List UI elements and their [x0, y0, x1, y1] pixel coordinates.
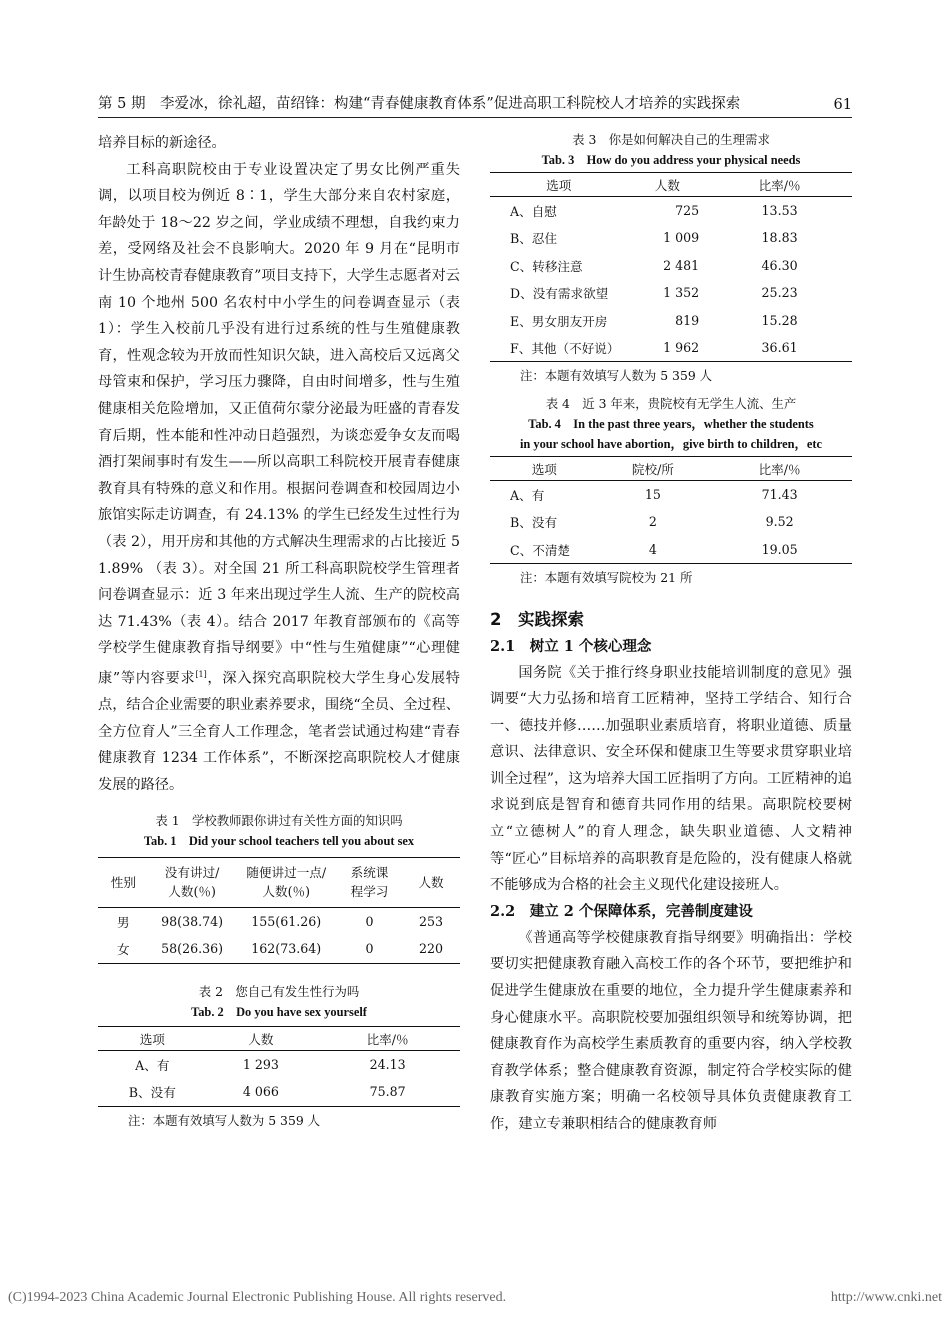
table-cell: 58(26.36): [161, 941, 224, 957]
table-cell: 18.83: [761, 230, 798, 246]
table-cell: 4: [648, 541, 657, 557]
right-column: [490, 130, 852, 1138]
table-cell: 1 293: [242, 1056, 279, 1072]
table-3-caption-cn: 表 3 你是如何解决自己的生理需求: [572, 132, 770, 147]
paragraph-guarantee-system: 《普通高等学校健康教育指导纲要》明确指出：学校要切实把健康教育融入高校工作的各个环节，要把维护和促进学生健康放在重要的地位，全力提升学生健康素养和身心健康水平。高职院校要加强组织领导和统筹协调，把健康教育作为高校学生素质教育的重要内容，纳入学校教育教学体系；整合健康教育资源，制定符合学校实际的健康教育实施方案；明确一名校领导具体负责健康教育工作，建立专兼职相结合的健康教育师: [490, 929, 852, 1132]
table-cell: 155(61.26): [251, 913, 322, 929]
table-row: [98, 1078, 460, 1106]
left-column: [98, 130, 460, 1131]
table-cell: A、有: [510, 488, 545, 503]
table-row: [490, 197, 852, 225]
table-cell: 1 009: [663, 230, 700, 246]
table-cell: 220: [419, 941, 444, 957]
table-2-note: 注：本题有效填写人数为 5 359 人: [128, 1112, 321, 1128]
table-cell: C、转移注意: [510, 258, 583, 274]
table-cell: 24.13: [369, 1056, 406, 1072]
table-cell: C、不清楚: [510, 542, 571, 558]
table-row: [490, 252, 852, 280]
table-header-row: [98, 857, 460, 907]
col-header: 人数: [654, 178, 680, 193]
table-row: [98, 907, 460, 935]
table-4: [490, 394, 852, 588]
table-cell: 女: [117, 942, 130, 958]
table-cell: B、没有: [128, 1085, 176, 1101]
table-3-grid: [490, 172, 852, 362]
table-row: [490, 279, 852, 307]
table-2-caption-en: Tab. 2 Do you have sex yourself: [191, 1004, 367, 1019]
header-title: 第 5 期 李爱冰，徐礼超，苗绍锋：构建“青春健康教育体系”促进高职工科院校人才培养的实践探索: [98, 96, 741, 112]
table-row: [490, 481, 852, 509]
table-cell: D、没有需求欲望: [510, 286, 609, 302]
table-cell: A、自慰: [510, 204, 557, 219]
table-row: [490, 334, 852, 362]
table-header-row: [490, 173, 852, 197]
subsection-heading: 2.2 建立 2 个保障体系，完善制度建设: [490, 902, 753, 920]
table-header-row: [98, 1026, 460, 1050]
table-cell: 1 352: [663, 285, 700, 301]
table-cell: 725: [675, 203, 700, 218]
table-cell: 2 481: [663, 257, 700, 273]
table-cell: 15: [644, 487, 661, 502]
table-3-caption-en: Tab. 3 How do you address your physical needs: [541, 153, 801, 167]
col-header: 没有讲过/ 人数(％): [164, 865, 220, 900]
table-1: [98, 811, 460, 964]
table-cell: 819: [675, 312, 700, 328]
table-cell: 75.87: [369, 1084, 406, 1100]
citation-1: [1]: [195, 669, 207, 679]
table-4-note: 注：本题有效填写院校为 21 所: [520, 569, 693, 585]
col-header: 系统课 程学习: [350, 865, 389, 900]
table-4-caption-en: Tab. 4 In the past three years，whether the students: [528, 417, 814, 431]
table-cell: 36.61: [761, 340, 798, 355]
table-row: [490, 224, 852, 252]
col-header: 比率/％: [758, 178, 801, 193]
table-row: [490, 536, 852, 564]
section-heading: 2 实践探索: [490, 609, 584, 629]
col-header: 院校/所: [631, 462, 674, 477]
table-cell: 25.23: [761, 285, 798, 301]
copyright-text: (C)1994-2023 China Academic Journal Electronic Publishing House. All rights reserved.: [8, 1290, 507, 1305]
paragraph-background: [98, 157, 460, 799]
col-header: 人数: [418, 874, 444, 890]
table-cell: 13.53: [761, 203, 798, 218]
col-header: 选项: [531, 462, 557, 477]
table-cell: F、其他（不好说）: [510, 341, 620, 356]
table-cell: 男: [117, 914, 130, 930]
table-cell: 253: [419, 913, 444, 929]
table-2-grid: [98, 1026, 460, 1107]
table-cell: E、男女朋友开房: [510, 313, 608, 329]
table-row: [98, 1050, 460, 1078]
subsection-heading: 2.1 树立 1 个核心理念: [490, 637, 652, 655]
col-header: 选项: [546, 178, 572, 193]
col-header: 随便讲过一点/ 人数(％): [246, 865, 327, 900]
table-cell: 162(73.64): [251, 941, 322, 957]
table-4-caption-en-2: in your school have abortion，give birth to children，etc: [519, 437, 823, 451]
table-2: [98, 982, 460, 1131]
table-cell: 19.05: [761, 541, 798, 557]
col-header: 性别: [110, 874, 136, 890]
cnki-link[interactable]: http://www.cnki.net: [830, 1290, 942, 1305]
table-cell: B、忍住: [510, 231, 558, 247]
table-row: [490, 307, 852, 335]
table-cell: B、没有: [510, 515, 558, 531]
col-header: 比率/％: [366, 1031, 409, 1047]
table-cell: 71.43: [761, 487, 798, 502]
col-header: 比率/％: [758, 462, 801, 477]
table-3-note: 注：本题有效填写人数为 5 359 人: [520, 368, 713, 383]
paragraph-background-text-2: ，深入探究高职院校大学生身心发展特点，结合企业需要的职业素养要求，围绕“全员、全过程、全方位育人”三全育人工作理念，笔者尝试通过构建“青春健康教育 1234 工作体系”，不断深挖高职院校人才健康发展的路径。: [98, 670, 460, 793]
table-4-grid: [490, 456, 852, 564]
table-cell: 46.30: [761, 257, 798, 273]
col-header: 选项: [139, 1031, 165, 1047]
table-2-caption-cn: 表 2 您自己有发生性行为吗: [198, 983, 360, 999]
table-header-row: [490, 457, 852, 481]
paragraph-background-text: 工科高职院校由于专业设置决定了男女比例严重失调，以项目校为例近 8∶1，学生大部分来自农村家庭，年龄处于 18～22 岁之间，学业成绩不理想，自我约束力差，受网络及社会不良影响大。2020 年 9 月在“昆明市计生协高校青春健康教育”项目支持下，大学生志愿者对云南 10 个地州 500 名农村中小学生的问卷调查显示（表 1）：学生入校前几乎没有进行过系统的性与生殖健康教育，性观念较为开放而性知识欠缺，进入高校后又远离父母管束和保护，学习压力骤降，自由时间增多，性与生殖健康相关危险增加，又正值荷尔蒙分泌最为旺盛的青春发育后期，性本能和性冲动日趋强烈，为谈恋爱争女友而喝酒打架闹事时有发生——所以高职工科院校开展青春健康教育具有特殊的意义和作用。根据问卷调查和校园周边小旅馆实际走访调查，有 24.13% 的学生已经发生过性行为（表 2），用开房和其他的方式解决生理需求的占比接近 51.89% （表 3）。对全国 21 所工科高职院校学生管理者问卷调查显示：近 3 年来出现过学生人流、生产的院校高达 71.43%（表 4）。结合 2017 年教育部颁布的《高等学校学生健康教育指导纲要》中“性与生殖健康”“心理健康”等内容要求: [98, 161, 460, 687]
table-3: [490, 130, 852, 386]
table-cell: 1 962: [663, 340, 700, 355]
paragraph-continued: 培养目标的新途径。: [98, 135, 226, 151]
table-cell: 2: [648, 514, 657, 530]
table-cell: 15.28: [761, 312, 798, 328]
table-row: [98, 935, 460, 963]
paragraph-core-concept: 国务院《关于推行终身职业技能培训制度的意见》强调要“大力弘扬和培育工匠精神，坚持工学结合、知行合一、德技并修……加强职业素质培育，将职业道德、质量意识、法律意识、安全环保和健康卫生等要求贯穿职业培训全过程”，这为培养大国工匠指明了方向。工匠精神的追求说到底是智育和德育共同作用的结果。高职院校要树立“立德树人”的育人理念，缺失职业道德、人文精神等“匠心”目标培养的高职教育是危险的，没有健康人格就不能够成为合格的社会主义现代化建设接班人。: [490, 664, 852, 894]
table-cell: 0: [365, 941, 374, 957]
table-1-caption-cn: 表 1 学校教师跟你讲过有关性方面的知识吗: [155, 812, 403, 828]
table-cell: 4 066: [242, 1084, 279, 1100]
page-number: 61: [833, 97, 852, 113]
running-header: [98, 92, 852, 118]
table-cell: 0: [365, 913, 374, 929]
table-cell: 98(38.74): [161, 913, 224, 929]
table-1-caption-en: Tab. 1 Did your school teachers tell you about sex: [143, 833, 415, 848]
copyright-footer: [8, 1290, 942, 1306]
table-cell: 9.52: [765, 514, 794, 530]
col-header: 人数: [248, 1031, 274, 1047]
table-cell: A、有: [135, 1057, 170, 1073]
table-row: [490, 508, 852, 536]
table-4-caption-cn: 表 4 近 3 年来，贵院校有无学生人流、生产: [545, 396, 797, 411]
table-1-grid: [98, 857, 460, 964]
